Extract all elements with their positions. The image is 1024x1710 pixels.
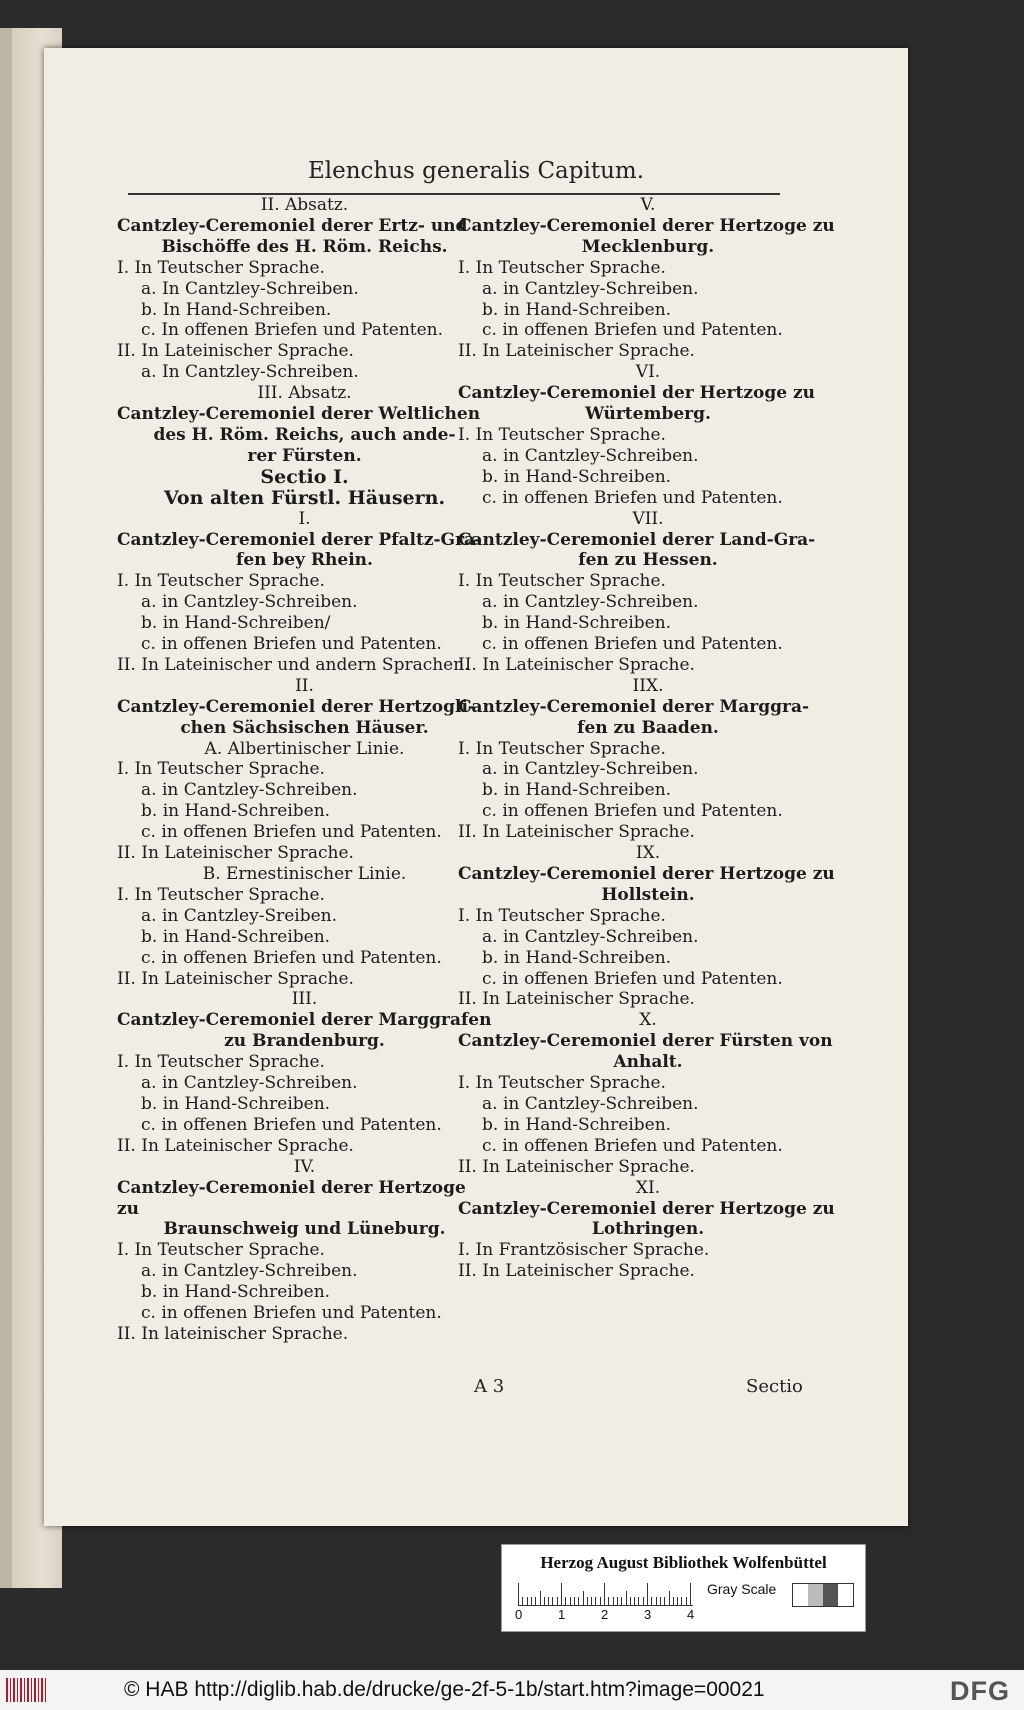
toc-line: II. In Lateinischer Sprache. — [458, 1156, 695, 1177]
ruler-number: 3 — [644, 1607, 652, 1622]
toc-line: a. in Cantzley-Schreiben. — [482, 445, 699, 466]
ruler-tick — [518, 1583, 519, 1605]
ruler-tick — [656, 1597, 657, 1605]
toc-line: Cantzley-Ceremoniel derer Pfaltz-Gra- — [117, 529, 483, 550]
ruler-tick — [578, 1597, 579, 1605]
toc-line: I. In Teutscher Sprache. — [458, 905, 666, 926]
ruler-tick — [660, 1597, 661, 1605]
toc-line: Cantzley-Ceremoniel derer Fürsten von — [458, 1031, 833, 1052]
toc-line: b. In Hand-Schreiben. — [141, 299, 332, 320]
ruler-tick — [570, 1597, 571, 1605]
toc-line: I. In Teutscher Sprache. — [458, 571, 666, 592]
toc-line: II. Absatz. — [260, 195, 349, 215]
toc-line: I. — [298, 508, 311, 529]
toc-line: II. In Lateinischer Sprache. — [117, 968, 354, 989]
ruler-tick — [608, 1597, 609, 1605]
scanned-page — [44, 48, 908, 1526]
toc-line: Würtemberg. — [585, 404, 711, 425]
toc-line: a. in Cantzley-Schreiben. — [482, 278, 699, 299]
ruler-tick — [651, 1597, 652, 1605]
toc-line: Bischöffe des H. Röm. Reichs. — [161, 236, 448, 257]
toc-line: Cantzley-Ceremoniel derer Hertzoge zu — [117, 1177, 466, 1219]
toc-line: Von alten Fürstl. Häusern. — [163, 486, 446, 509]
toc-line: c. in offenen Briefen und Patenten. — [141, 822, 442, 843]
toc-line: zu Brandenburg. — [224, 1031, 385, 1052]
toc-line: Cantzley-Ceremoniel derer Hertzoge zu — [458, 215, 835, 236]
toc-line: II. In Lateinischer Sprache. — [458, 654, 695, 675]
copyright-link[interactable]: © HAB http://diglib.hab.de/drucke/ge-2f-5-1b/start.htm?image=00021 — [124, 1678, 765, 1701]
ruler-tick — [630, 1597, 631, 1605]
ruler — [518, 1581, 693, 1606]
toc-line: c. in offenen Briefen und Patenten. — [141, 947, 442, 968]
toc-line: a. in Cantzley-Schreiben. — [141, 1073, 358, 1094]
toc-line: c. in offenen Briefen und Patenten. — [141, 1114, 442, 1135]
toc-line: fen zu Baaden. — [577, 717, 719, 738]
toc-line: II. In Lateinischer Sprache. — [458, 1261, 695, 1282]
toc-line: c. in offenen Briefen und Patenten. — [482, 487, 783, 508]
scale-title: Herzog August Bibliothek Wolfenbüttel — [540, 1553, 827, 1572]
toc-line: c. in offenen Briefen und Patenten. — [482, 1135, 783, 1156]
toc-line: II. In Lateinischer Sprache. — [117, 341, 354, 362]
ruler-tick — [595, 1597, 596, 1605]
toc-line: II. In Lateinischer Sprache. — [117, 843, 354, 864]
toc-line: b. in Hand-Schreiben. — [141, 1093, 331, 1114]
toc-line: I. In Frantzösischer Sprache. — [458, 1240, 710, 1261]
toc-line: Cantzley-Ceremoniel derer Marggrafen — [117, 1010, 492, 1031]
toc-line: IX. — [635, 843, 661, 864]
ruler-tick — [690, 1583, 691, 1605]
ruler-tick — [613, 1597, 614, 1605]
toc-line: Cantzley-Ceremoniel derer Marggra- — [458, 696, 810, 717]
ruler-tick — [591, 1597, 592, 1605]
toc-line: I. In Teutscher Sprache. — [458, 1073, 666, 1094]
ruler-tick — [617, 1597, 618, 1605]
toc-line: I. In Teutscher Sprache. — [117, 571, 325, 592]
toc-line: a. in Cantzley-Schreiben. — [482, 592, 699, 613]
gray-scale-label: Gray Scale — [707, 1581, 777, 1597]
toc-line: Cantzley-Ceremoniel derer Weltlichen — [117, 404, 481, 425]
toc-line: Cantzley-Ceremoniel derer Land-Gra- — [458, 529, 816, 550]
toc-line: a. In Cantzley-Schreiben. — [141, 278, 359, 299]
toc-line: c. In offenen Briefen und Patenten. — [141, 320, 444, 341]
ruler-tick — [552, 1597, 553, 1605]
toc-line: b. in Hand-Schreiben/ — [141, 613, 331, 634]
book-edge — [0, 28, 12, 1588]
toc-line: a. in Cantzley-Schreiben. — [482, 759, 699, 780]
ruler-tick — [664, 1597, 665, 1605]
toc-line: des H. Röm. Reichs, auch ande- — [153, 424, 456, 445]
toc-line: B. Ernestinischer Linie. — [202, 864, 407, 884]
toc-line: b. in Hand-Schreiben. — [482, 613, 672, 634]
toc-line: Cantzley-Ceremoniel der Hertzoge zu — [458, 383, 815, 404]
toc-line: III. Absatz. — [257, 383, 352, 404]
toc-line: II. In Lateinischer Sprache. — [117, 1135, 354, 1156]
toc-line: a. in Cantzley-Schreiben. — [141, 592, 358, 613]
ruler-tick — [548, 1597, 549, 1605]
toc-line: Mecklenburg. — [581, 236, 715, 257]
toc-line: a. in Cantzley-Schreiben. — [141, 1261, 358, 1282]
toc-line: I. In Teutscher Sprache. — [117, 257, 325, 278]
toc-line: II. In Lateinischer Sprache. — [458, 822, 695, 843]
toc-line: b. in Hand-Schreiben. — [141, 1282, 331, 1303]
ruler-tick — [604, 1583, 605, 1605]
toc-line: a. in Cantzley-Schreiben. — [141, 780, 358, 801]
toc-line: chen Sächsischen Häuser. — [180, 717, 429, 738]
toc-line: c. in offenen Briefen und Patenten. — [141, 1303, 442, 1324]
toc-line: Cantzley-Ceremoniel derer Hertzoge zu — [458, 864, 835, 884]
toc-line: a. In Cantzley-Schreiben. — [141, 362, 359, 383]
toc-line: II. In Lateinischer Sprache. — [458, 341, 695, 362]
hab-logo-icon — [6, 1678, 46, 1702]
ruler-tick — [600, 1597, 601, 1605]
toc-line: Cantzley-Ceremoniel derer Ertz- und — [117, 215, 468, 236]
left-column — [117, 195, 492, 1345]
signature-mark: A 3 — [474, 1376, 505, 1397]
ruler-tick — [561, 1583, 562, 1605]
ruler-tick — [540, 1591, 541, 1605]
footer-bar — [0, 1670, 1024, 1710]
ruler-tick — [643, 1597, 644, 1605]
color-scale-card — [501, 1544, 866, 1632]
toc-line: b. in Hand-Schreiben. — [141, 801, 331, 822]
toc-line: b. in Hand-Schreiben. — [482, 947, 672, 968]
ruler-tick — [669, 1591, 670, 1605]
ruler-tick — [574, 1597, 575, 1605]
toc-line: A. Albertinischer Linie. — [204, 738, 405, 759]
toc-line: I. In Teutscher Sprache. — [458, 738, 666, 759]
page-header: Elenchus generalis Capitum. — [307, 158, 645, 184]
toc-line: X. — [639, 1010, 657, 1031]
ruler-tick — [634, 1597, 635, 1605]
toc-line: c. in offenen Briefen und Patenten. — [141, 634, 442, 655]
toc-line: XI. — [635, 1177, 661, 1198]
ruler-number: 1 — [558, 1607, 566, 1622]
gray-scale-bar — [792, 1583, 854, 1607]
toc-line: b. in Hand-Schreiben. — [141, 926, 331, 947]
toc-line: c. in offenen Briefen und Patenten. — [482, 968, 783, 989]
ruler-tick — [583, 1591, 584, 1605]
toc-line: I. In Teutscher Sprache. — [458, 424, 666, 445]
toc-line: I. In Teutscher Sprache. — [117, 884, 325, 905]
toc-line: a. in Cantzley-Sreiben. — [141, 905, 338, 926]
toc-line: I. In Teutscher Sprache. — [117, 1052, 325, 1073]
ruler-tick — [522, 1597, 523, 1605]
toc-line: I. In Teutscher Sprache. — [458, 257, 666, 278]
toc-line: Sectio I. — [260, 465, 349, 488]
ruler-tick — [557, 1597, 558, 1605]
toc-line: a. in Cantzley-Schreiben. — [482, 926, 699, 947]
toc-line: b. in Hand-Schreiben. — [482, 299, 672, 320]
ruler-tick — [638, 1597, 639, 1605]
ruler-number: 2 — [601, 1607, 609, 1622]
toc-line: II. — [295, 675, 314, 696]
ruler-tick — [535, 1597, 536, 1605]
ruler-tick — [626, 1591, 627, 1605]
ruler-tick — [681, 1597, 682, 1605]
ruler-tick — [565, 1597, 566, 1605]
toc-line: Hollstein. — [601, 884, 695, 905]
toc-line: b. in Hand-Schreiben. — [482, 1114, 672, 1135]
toc-line: II. In Lateinischer und andern Sprachen. — [117, 654, 470, 675]
catchword: Sectio — [746, 1376, 803, 1397]
toc-line: II. In Lateinischer Sprache. — [458, 989, 695, 1010]
toc-line: III. — [291, 989, 318, 1010]
right-column — [458, 195, 838, 1282]
ruler-tick — [621, 1597, 622, 1605]
toc-line: a. in Cantzley-Schreiben. — [482, 1093, 699, 1114]
toc-line: fen zu Hessen. — [578, 550, 718, 571]
toc-line: II. In lateinischer Sprache. — [117, 1323, 349, 1344]
toc-line: VI. — [635, 362, 661, 383]
toc-line: c. in offenen Briefen und Patenten. — [482, 801, 783, 822]
ruler-tick — [673, 1597, 674, 1605]
toc-line: Cantzley-Ceremoniel derer Hertzogli- — [117, 696, 475, 717]
toc-line: Cantzley-Ceremoniel derer Hertzoge zu — [458, 1198, 835, 1219]
toc-line: c. in offenen Briefen und Patenten. — [482, 320, 783, 341]
toc-line: c. in offenen Briefen und Patenten. — [482, 634, 783, 655]
ruler-tick — [531, 1597, 532, 1605]
ruler-tick — [686, 1597, 687, 1605]
toc-line: I. In Teutscher Sprache. — [117, 1240, 325, 1261]
ruler-tick — [544, 1597, 545, 1605]
toc-line: V. — [640, 195, 656, 215]
toc-line: rer Fürsten. — [247, 445, 362, 466]
dfg-logo: DFG — [950, 1676, 1010, 1706]
toc-line: fen bey Rhein. — [236, 550, 373, 571]
toc-line: Lothringen. — [591, 1219, 705, 1240]
ruler-tick — [587, 1597, 588, 1605]
toc-line: b. in Hand-Schreiben. — [482, 780, 672, 801]
toc-line: I. In Teutscher Sprache. — [117, 759, 325, 780]
toc-line: Braunschweig und Lüneburg. — [163, 1219, 446, 1240]
ruler-tick — [677, 1597, 678, 1605]
ruler-tick — [527, 1597, 528, 1605]
toc-line: Anhalt. — [613, 1052, 683, 1073]
toc-line: VII. — [632, 508, 664, 529]
ruler-number: 0 — [515, 1607, 523, 1622]
ruler-number: 4 — [687, 1607, 695, 1622]
toc-line: IV. — [293, 1156, 316, 1177]
toc-line: b. in Hand-Schreiben. — [482, 466, 672, 487]
ruler-tick — [647, 1583, 648, 1605]
toc-line: IIX. — [632, 675, 664, 696]
